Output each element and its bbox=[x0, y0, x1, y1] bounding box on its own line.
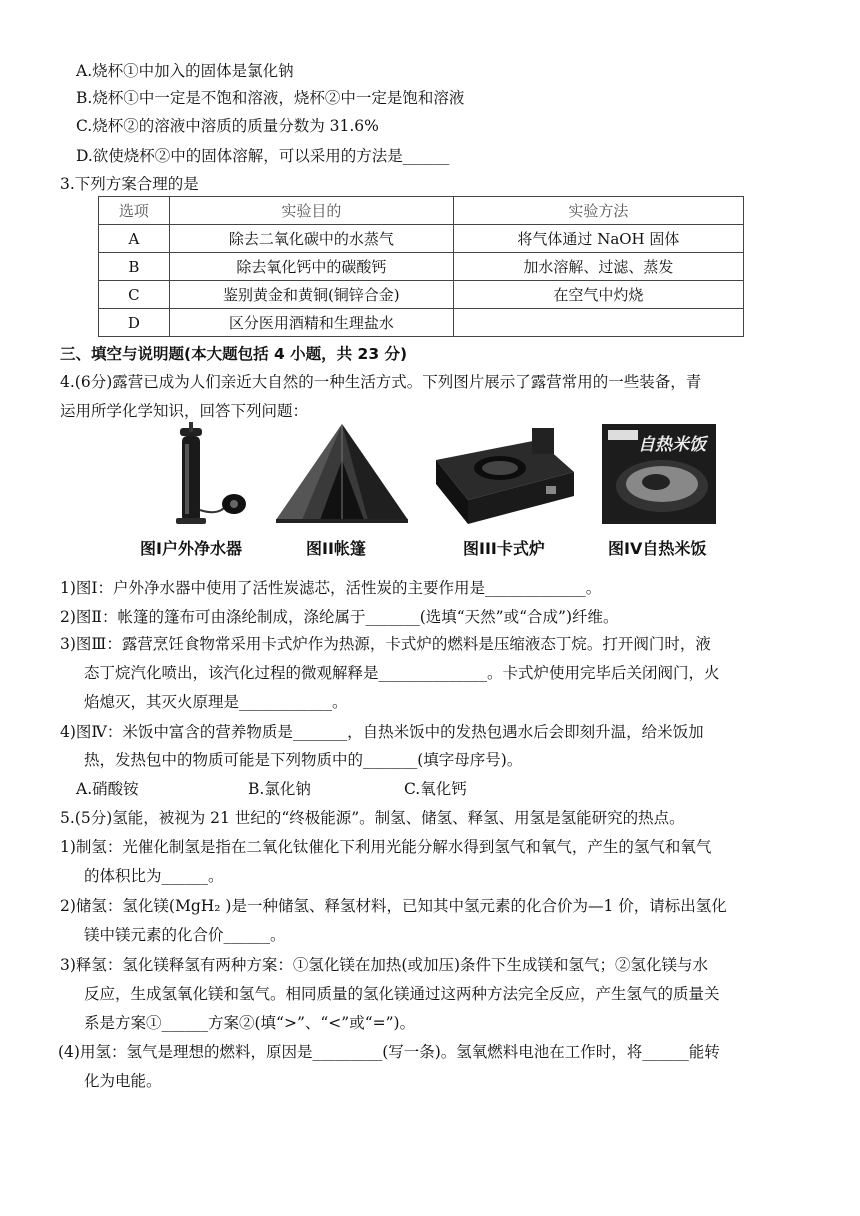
option-d-line: D.欲使烧杯②中的固体溶解，可以采用的方法是______ bbox=[76, 147, 450, 165]
table-row bbox=[99, 253, 744, 281]
water-purifier-image bbox=[170, 420, 260, 530]
caption-fig-2: 图II帐篷 bbox=[306, 539, 366, 558]
caption-fig-4: 图IV自热米饭 bbox=[608, 539, 707, 558]
question-3-stem: 3.下列方案合理的是 bbox=[60, 175, 199, 193]
question-5-stem: 5.(5分)氢能，被视为 21 世纪的“终极能源”。制氢、储氢、释氢、用氢是氢能研究的热点。 bbox=[60, 809, 685, 827]
card-stove-image bbox=[428, 420, 578, 530]
self-heating-rice-image bbox=[598, 420, 720, 530]
table-header-row bbox=[99, 197, 744, 225]
q5-part-4: (4)用氢：氢气是理想的燃料，原因是_________(写一条)。氢氧燃料电池在工作时，将______能转 bbox=[58, 1043, 720, 1061]
table-cell: D bbox=[99, 309, 170, 337]
table-cell: 加水溶解、过滤、蒸发 bbox=[453, 253, 743, 281]
table-cell: 在空气中灼烧 bbox=[453, 281, 743, 309]
q4-part-3: 3)图Ⅲ：露营烹饪食物常采用卡式炉作为热源，卡式炉的燃料是压缩液态丁烷。打开阀门时，液 bbox=[60, 635, 711, 653]
caption-fig-3: 图III卡式炉 bbox=[463, 539, 545, 558]
q5-part-3-cont2: 系是方案①______方案②(填“>”、“<”或“=”)。 bbox=[84, 1014, 416, 1032]
q4-part-3-cont: 态丁烷汽化喷出，该汽化过程的微观解释是______________。卡式炉使用完毕后关闭阀门，火 bbox=[84, 664, 720, 682]
table-cell: 将气体通过 NaOH 固体 bbox=[453, 225, 743, 253]
table-cell: 区分医用酒精和生理盐水 bbox=[169, 309, 453, 337]
option-a-line: A.烧杯①中加入的固体是氯化钠 bbox=[76, 62, 294, 80]
table-cell: A bbox=[99, 225, 170, 253]
table-cell: C bbox=[99, 281, 170, 309]
tent-image bbox=[272, 420, 412, 530]
q4-option-a: A.硝酸铵 bbox=[76, 780, 139, 798]
option-b-line: B.烧杯①中一定是不饱和溶液，烧杯②中一定是饱和溶液 bbox=[76, 89, 465, 107]
header-method: 实验方法 bbox=[453, 197, 743, 225]
table-cell bbox=[453, 309, 743, 337]
q5-part-1-cont: 的体积比为______。 bbox=[84, 867, 224, 885]
q3-table bbox=[98, 196, 744, 337]
table-cell: B bbox=[99, 253, 170, 281]
table-row bbox=[99, 309, 744, 337]
caption-fig-1: 图I户外净水器 bbox=[140, 539, 242, 558]
table-cell: 除去氧化钙中的碳酸钙 bbox=[169, 253, 453, 281]
figure-row bbox=[130, 420, 730, 580]
q5-part-2-cont: 镁中镁元素的化合价______。 bbox=[84, 926, 286, 944]
question-4-stem: 4.(6分)露营已成为人们亲近大自然的一种生活方式。下列图片展示了露营常用的一些装备，青 bbox=[60, 373, 702, 391]
section-3-title: 三、填空与说明题(本大题包括 4 小题，共 23 分) bbox=[60, 345, 408, 363]
table-cell: 鉴别黄金和黄铜(铜锌合金) bbox=[169, 281, 453, 309]
q5-part-3-cont: 反应，生成氢氧化镁和氢气。相同质量的氢化镁通过这两种方法完全反应，产生氢气的质量关 bbox=[84, 985, 720, 1003]
q4-part-3-cont2: 焰熄灭，其灭火原理是____________。 bbox=[84, 693, 348, 711]
q4-part-1: 1)图Ⅰ：户外净水器中使用了活性炭滤芯，活性炭的主要作用是_____________。 bbox=[60, 579, 602, 597]
package-label: 自热米饭 bbox=[638, 435, 706, 455]
q4-part-4-cont: 热，发热包中的物质可能是下列物质中的_______(填字母序号)。 bbox=[84, 751, 523, 769]
q5-part-2: 2)储氢：氢化镁(MgH₂ )是一种储氢、释氢材料，已知其中氢元素的化合价为—1 价，请标出氢化 bbox=[60, 897, 727, 915]
q4-option-b: B.氯化钠 bbox=[248, 780, 311, 798]
q5-part-4-cont: 化为电能。 bbox=[84, 1072, 162, 1090]
question-4-stem-cont: 运用所学化学知识，回答下列问题： bbox=[60, 402, 309, 420]
q5-part-3: 3)释氢：氢化镁释氢有两种方案：①氢化镁在加热(或加压)条件下生成镁和氢气；②氢化镁与水 bbox=[60, 956, 709, 974]
table-row bbox=[99, 225, 744, 253]
q4-option-c: C.氧化钙 bbox=[404, 780, 467, 798]
table-cell: 除去二氧化碳中的水蒸气 bbox=[169, 225, 453, 253]
header-option: 选项 bbox=[99, 197, 170, 225]
q5-part-1: 1)制氢：光催化制氢是指在二氧化钛催化下利用光能分解水得到氢气和氧气，产生的氢气和氧气 bbox=[60, 838, 712, 856]
header-purpose: 实验目的 bbox=[169, 197, 453, 225]
q4-part-2: 2)图Ⅱ：帐篷的篷布可由涤纶制成，涤纶属于_______(选填“天然”或“合成”)纤维。 bbox=[60, 608, 619, 626]
table-row bbox=[99, 281, 744, 309]
q4-part-4: 4)图Ⅳ：米饭中富含的营养物质是_______，自热米饭中的发热包遇水后会即刻升温，给米饭加 bbox=[60, 723, 704, 741]
option-c-line: C.烧杯②的溶液中溶质的质量分数为 31.6% bbox=[76, 117, 379, 135]
